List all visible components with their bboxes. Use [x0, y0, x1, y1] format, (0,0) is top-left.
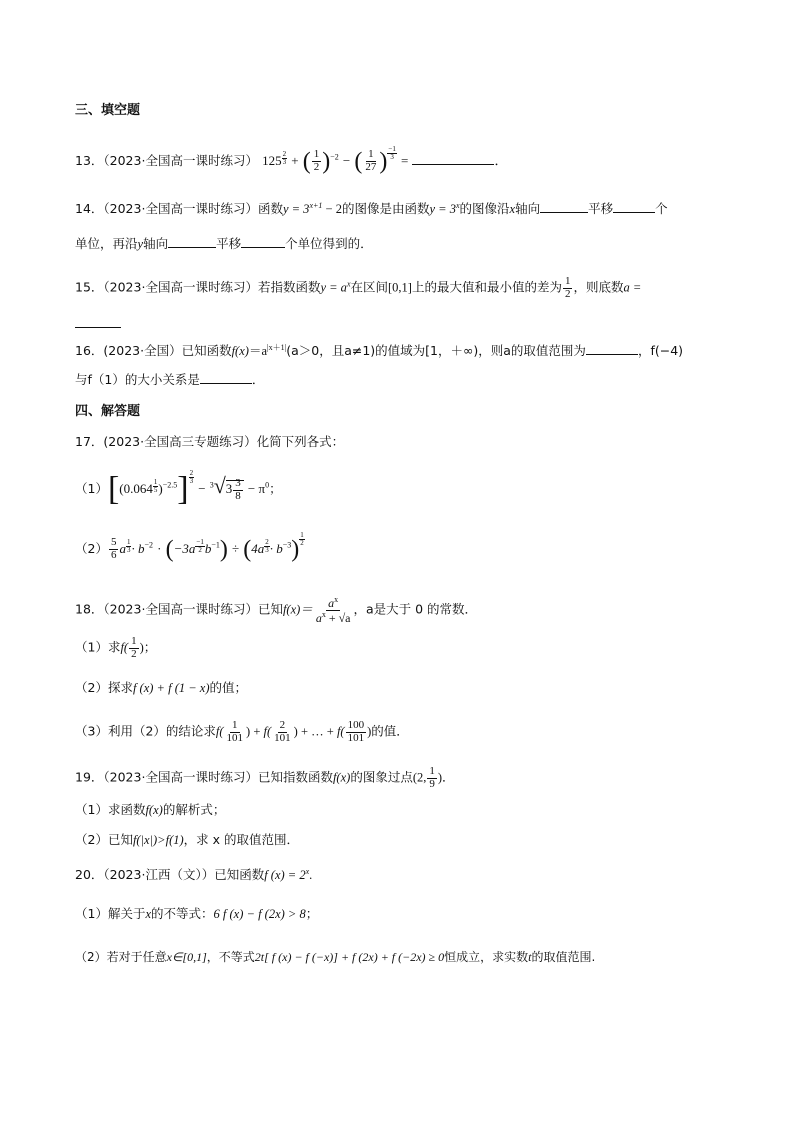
question-16-line-1: 16．(2023·全国）已知函数$f(x)=a^{|x+1|}(a>0$，且a≠1)的值域为[1，＋∞)，则a的取值范围为 ，f(−4) [75, 343, 684, 359]
question-18-part-2: （2）探求f (x) + f (1 − x)的值； [75, 680, 248, 695]
answer-blank-14d[interactable] [241, 246, 285, 248]
question-17-title: 17．(2023·全国高三专题练习）化简下列各式： [75, 434, 345, 449]
answer-blank-14a[interactable] [540, 211, 588, 213]
question-20-line-1: 20．（2023·江西（文））已知函数f $(x) = 2^x$. [75, 867, 313, 883]
answer-blank-13[interactable] [412, 163, 494, 165]
question-18-part-3: （3）利用（2）的结论求f( $\frac{1}{101}$ ) + f( $\frac{2}{101}$ ) + … + f( $\frac{100}{101}$ )的值． [75, 719, 409, 744]
answer-blank-16b[interactable] [200, 382, 252, 384]
question-13: 13．（2023·全国高一课时练习） 125 $\frac{2}{3}$ + ( $\frac{1}{2}$ )$^{-2}$ − ( $\frac{1}{27}$ ) $\frac{-1}{3}$ = ． [75, 145, 508, 175]
question-15: 15．（2023·全国高一课时练习）若指数函数$y = a^x$在区间[0,1]上的最大值和最小值的差为 $\frac{1}{2}$ ，则底数a = [75, 275, 642, 300]
question-14-line-1: 14．（2023·全国高一课时练习）函数$y = 3^{x+1} - 2$的图像是由函数$y = 3^x$的图像沿x轴向 平移 个 [75, 201, 668, 217]
question-13-prefix: 13．（2023·全国高一课时练习） [75, 153, 258, 168]
root-radicand: 3 $\frac{3}{8}$ [226, 480, 244, 496]
question-14-line-2: 单位，再沿y轴向 平移 个单位得到的． [75, 236, 373, 251]
answer-blank-14c[interactable] [168, 246, 216, 248]
question-19-part-2: （2）已知f(|x|)>f(1)，求 x 的取值范围． [75, 832, 300, 847]
answer-blank-16a[interactable] [586, 353, 638, 355]
question-18-line-1: 18．（2023·全国高一课时练习）已知f(x)＝ $\frac{a^x}{a^x + √a}$ ，a是大于 0 的常数． [75, 595, 478, 625]
question-15-answer-line [75, 318, 121, 331]
question-19-part-1: （1）求函数f(x)的解析式； [75, 802, 226, 817]
section-heading-fill-blank: 三、填空题 [75, 103, 141, 118]
question-19-line-1: 19．（2023·全国高一课时练习）已知指数函数f(x)的图象过点(2, $\frac{1}{9}$ )． [75, 765, 455, 790]
answer-blank-14b[interactable] [613, 211, 655, 213]
section-heading-answer: 四、解答题 [75, 404, 141, 419]
question-17-part-1: （1）[(0.064 $\frac{1}{5}$ )$^{-2.5}$] $\frac{2}{3}$ − $^3$√3 $\frac{3}{8}$ − $\pi^0$； [75, 469, 282, 508]
question-17-part-2: （2） $\frac{5}{6}$ a $\frac{1}{3}$ · $b^{-2} \cdot (-3a$ $\frac{-1}{2}$ $b^{-1}) \div (4a$ $\frac{2}{3}$ · $b^{-3}$) $\frac{1}{2}$ [75, 531, 304, 563]
question-18-part-1: （1）求f( $\frac{1}{2}$ )； [75, 635, 157, 660]
question-20-part-1: （1）解关于x的不等式：6 f (x) − f (2x) > 8； [75, 906, 319, 921]
answer-blank-15[interactable] [75, 326, 121, 328]
question-20-part-2: （2）若对于任意x∈[0,1]，不等式2t[ f (x) − f (−x)] + f (2x) + f (−2x) ≥ 0恒成立，求实数t的取值范围. [75, 950, 596, 964]
question-16-line-2: 与f（1）的大小关系是 ． [75, 372, 265, 387]
